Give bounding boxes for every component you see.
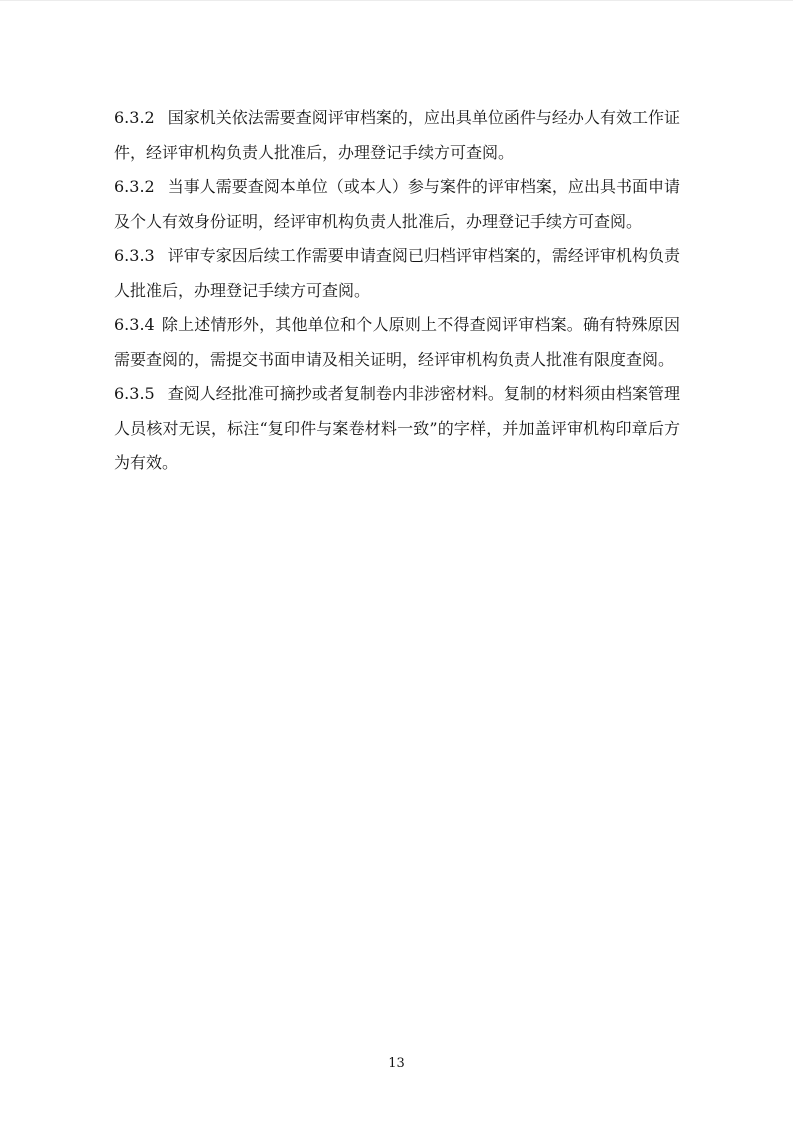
paragraph-6-3-4 <box>114 308 680 377</box>
paragraph-6-3-5 <box>114 377 680 481</box>
clause-text: 评审专家因后续工作需要申请查阅已归档评审档案的，需经评审机构负责人批准后，办理登记手续方可查阅。 <box>114 246 680 300</box>
clause-text: 除上述情形外，其他单位和个人原则上不得查阅评审档案。确有特殊原因需要查阅的，需提交书面申请及相关证明，经评审机构负责人批准有限度查阅。 <box>114 315 680 369</box>
clause-number: 6.3.3 <box>114 246 155 265</box>
paragraph-6-3-3 <box>114 239 680 308</box>
clause-number: 6.3.2 <box>114 177 155 196</box>
document-body <box>114 101 680 481</box>
clause-number: 6.3.5 <box>114 384 155 403</box>
clause-text: 查阅人经批准可摘抄或者复制卷内非涉密材料。复制的材料须由档案管理人员核对无误，标注“复印件与案卷材料一致”的字样，并加盖评审机构印章后方为有效。 <box>114 384 680 472</box>
clause-number: 6.3.4 <box>114 315 155 334</box>
clause-text: 当事人需要查阅本单位（或本人）参与案件的评审档案，应出具书面申请及个人有效身份证明，经评审机构负责人批准后，办理登记手续方可查阅。 <box>114 177 680 231</box>
paragraph-6-3-2-b <box>114 170 680 239</box>
clause-text: 国家机关依法需要查阅评审档案的，应出具单位函件与经办人有效工作证件，经评审机构负责人批准后，办理登记手续方可查阅。 <box>114 108 680 162</box>
page-footer <box>0 1052 793 1072</box>
clause-number: 6.3.2 <box>114 108 155 127</box>
paragraph-6-3-2-a <box>114 101 680 170</box>
page-number: 13 <box>388 1056 405 1071</box>
